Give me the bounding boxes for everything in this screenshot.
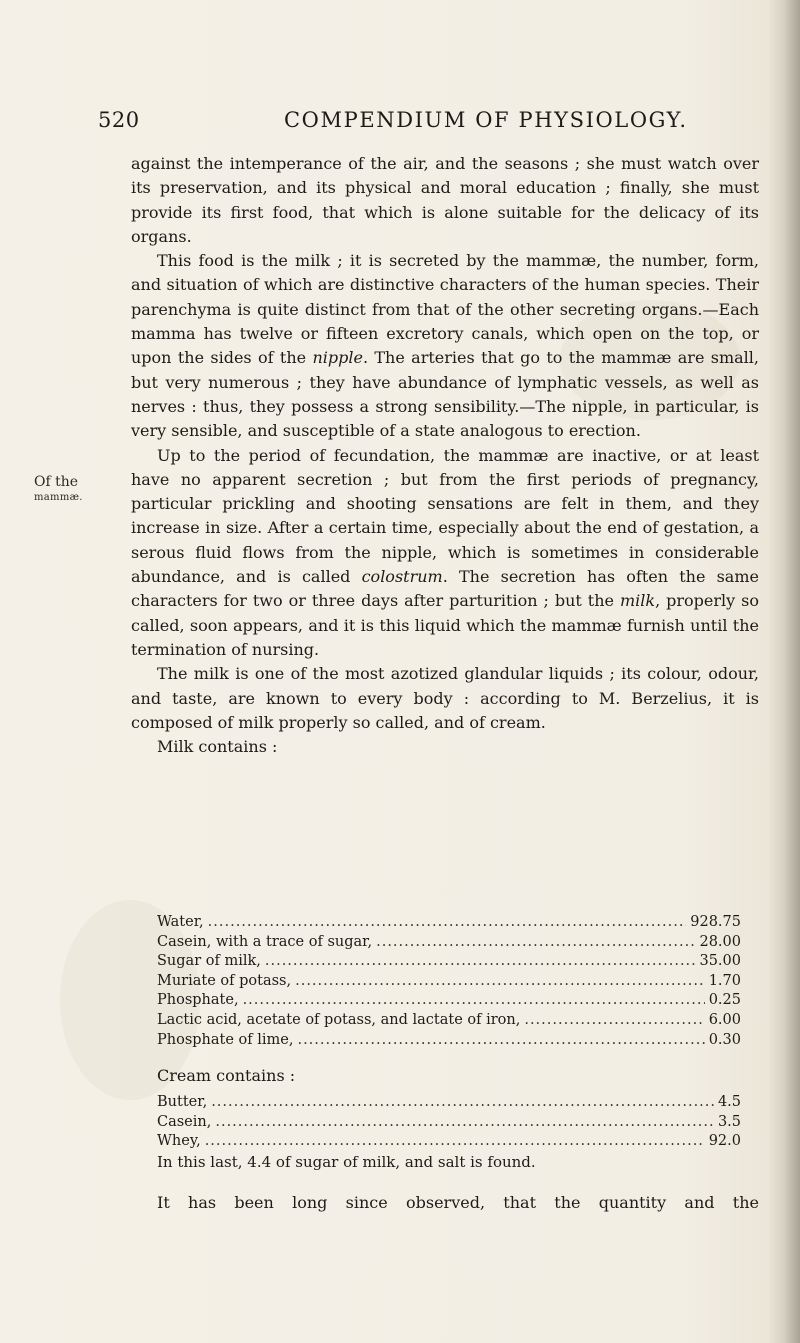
table-row <box>157 933 741 953</box>
table-row <box>157 1011 741 1031</box>
word: has <box>188 1193 217 1212</box>
paragraph-text: Up to the period of fecundation, the mammæ are inactive, or at least have no apparent secretion ; but from the first periods of pregnancy, particular prickling and shooting sensations are felt in them, and they increase in size. After a certain time, especially about the end of gestation, a serous fluid flows from the nipple, which is sometimes in considerable abundance, and is called <box>131 445 759 587</box>
word: the <box>554 1193 581 1212</box>
row-value: 92.0 <box>708 1133 741 1150</box>
row-value: 6.00 <box>708 1011 741 1028</box>
leader-dots <box>297 1031 704 1051</box>
page-edge-shadow <box>768 0 800 1343</box>
table-row <box>157 1132 741 1152</box>
row-label: Phosphate, <box>157 992 239 1009</box>
table-row <box>157 952 741 972</box>
paragraph <box>131 662 759 735</box>
cream-note: In this last, 4.4 of sugar of milk, and salt is found. <box>157 1153 536 1171</box>
table-row <box>157 972 741 992</box>
table-row <box>157 913 741 933</box>
milk-composition-table <box>157 913 741 1050</box>
row-value: 0.30 <box>708 1031 741 1048</box>
row-value: 928.75 <box>690 914 741 930</box>
row-label: Phosphate of lime, <box>157 1031 294 1048</box>
row-label: Casein, <box>157 1113 212 1130</box>
row-label: Butter, <box>157 1094 208 1110</box>
row-label: Water, <box>157 914 204 930</box>
row-label: Casein, with a trace of sugar, <box>157 933 373 950</box>
word: that <box>503 1193 536 1212</box>
leader-dots <box>208 913 687 933</box>
paragraph-text: Milk contains : <box>157 737 278 757</box>
page-header <box>98 108 758 138</box>
row-value: 0.25 <box>708 992 741 1009</box>
row-label: Lactic acid, acetate of potass, and lactate of iron, <box>157 1011 521 1028</box>
cream-heading: Cream contains : <box>157 1066 296 1085</box>
leader-dots <box>215 1113 714 1133</box>
row-value: 28.00 <box>699 933 741 950</box>
margin-note <box>34 474 84 506</box>
row-label: Muriate of potass, <box>157 972 292 989</box>
catchword-line <box>157 1193 759 1212</box>
table-row <box>157 1093 741 1113</box>
word: long <box>292 1193 328 1212</box>
italic-term: milk <box>619 591 656 611</box>
row-value: 3.5 <box>717 1113 741 1130</box>
word: observed, <box>405 1193 486 1212</box>
italic-term: colostrum <box>361 567 443 587</box>
row-value: 1.70 <box>708 972 741 989</box>
paragraph-text: , properly so called, soon appears, and it is this liquid which the mammæ furnish until the termination of nursing. <box>131 591 760 659</box>
paragraph <box>131 249 759 443</box>
word: and <box>684 1193 715 1212</box>
paragraph-text: . The secretion has often the same characters for two or three days after parturition ; but the <box>131 567 759 611</box>
row-value: 4.5 <box>717 1094 741 1110</box>
leader-dots <box>243 991 705 1011</box>
margin-note-line: Of the <box>34 474 79 490</box>
leader-dots <box>295 972 705 992</box>
margin-note-line: mammæ. <box>34 492 83 503</box>
leader-dots <box>376 933 695 953</box>
row-label: Sugar of milk, <box>157 953 261 970</box>
leader-dots <box>524 1011 704 1031</box>
paragraph <box>131 735 759 759</box>
word: since <box>345 1193 388 1212</box>
word: the <box>732 1193 759 1212</box>
paragraph <box>131 444 759 663</box>
page-number: 520 <box>98 108 140 132</box>
paragraph-text: This food is the milk ; it is secreted by the mammæ, the number, form, and situation of which are distinctive characters of the human species. Their parenchyma is quite distinct from that of the other secreting organs.—Each mamma has twelve or fifteen excretory canals, which open on the top, or upon the sides of the <box>131 251 759 368</box>
leader-dots <box>211 1093 714 1113</box>
row-label: Whey, <box>157 1133 201 1150</box>
word: quantity <box>598 1193 667 1212</box>
word: been <box>234 1193 274 1212</box>
table-row <box>157 1113 741 1133</box>
leader-dots <box>265 952 696 972</box>
leader-dots <box>205 1132 705 1152</box>
row-value: 35.00 <box>699 953 741 970</box>
table-row <box>157 991 741 1011</box>
running-title: COMPENDIUM OF PHYSIOLOGY. <box>284 108 688 132</box>
cream-composition-table <box>157 1093 741 1152</box>
table-row <box>157 1031 741 1051</box>
paragraph-text: . The arteries that go to the mammæ are small, but very numerous ; they have abundance of lymphatic vessels, as well as nerves : thus, they possess a strong sensibility.—The nipple, in particular, is very sensible, and susceptible of a state analogous to erection. <box>131 348 760 441</box>
italic-term: nipple <box>312 348 363 368</box>
paragraph <box>131 152 759 249</box>
paragraph-text: against the intemperance of the air, and the seasons ; she must watch over its preservation, and its physical and moral education ; finally, she must provide its first food, that which is alone suitable for the delicacy of its organs. <box>131 154 759 246</box>
body-text <box>131 152 759 759</box>
paragraph-text: The milk is one of the most azotized glandular liquids ; its colour, odour, and taste, are known to every body : according to M. Berzelius, it is composed of milk properly so called, and of cream. <box>131 664 759 732</box>
word: It <box>157 1193 170 1212</box>
